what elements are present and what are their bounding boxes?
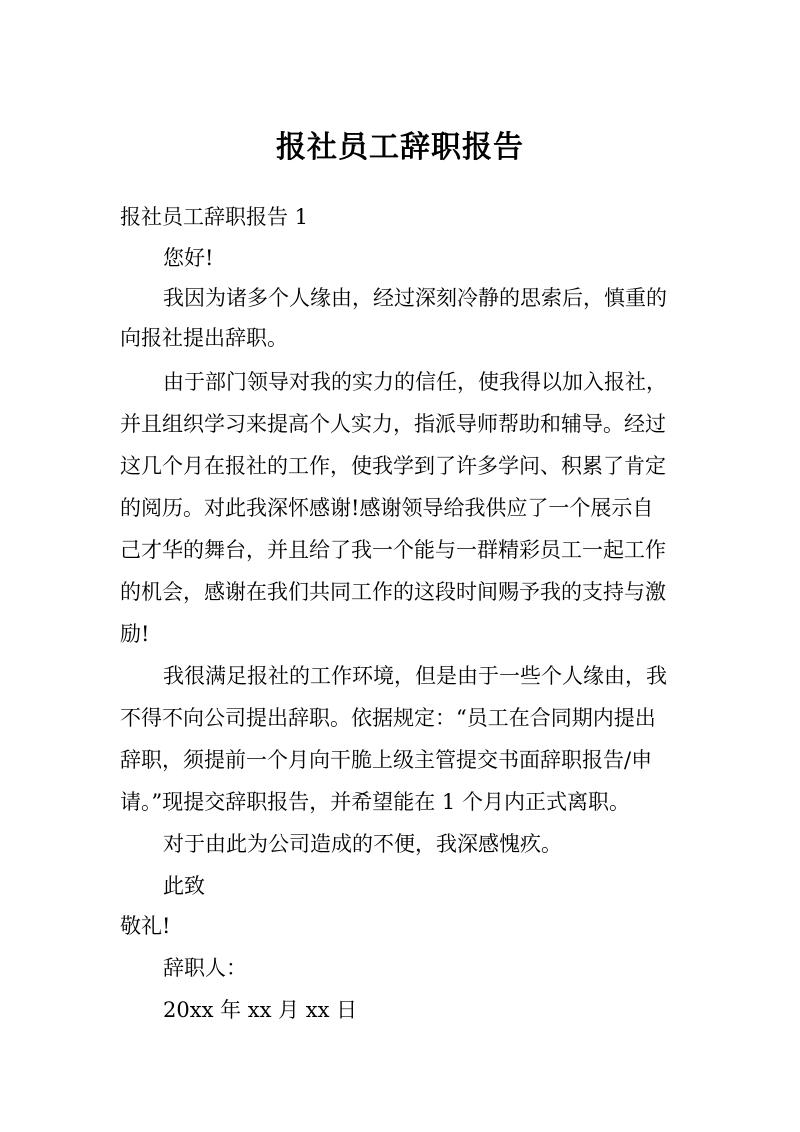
paragraph-line: 我很满足报社的工作环境，但是由于一些个人缘由，我: [163, 664, 667, 688]
paragraph-line: 对于由此为公司造成的不便，我深感愧疚。: [163, 832, 562, 856]
paragraph-line: 的机会，感谢在我们共同工作的这段时间赐予我的支持与激: [120, 580, 666, 604]
paragraph-line: 由于部门领导对我的实力的信任，使我得以加入报社，: [163, 370, 667, 394]
paragraph-line: 这几个月在报社的工作，使我学到了许多学问、积累了肯定: [120, 454, 666, 478]
paragraph-line: 向报社提出辞职。: [120, 326, 288, 350]
paragraph-line: 请。”现提交辞职报告，并希望能在 1 个月内正式离职。: [120, 790, 630, 814]
signature-label: 辞职人：: [163, 956, 247, 980]
closing-line-2: 敬礼!: [120, 914, 171, 938]
document-date: 20xx 年 xx 月 xx 日: [163, 998, 358, 1022]
greeting: 您好!: [163, 246, 214, 270]
paragraph-line: 辞职，须提前一个月向干脆上级主管提交书面辞职报告/申: [120, 748, 653, 772]
paragraph-line: 励!: [120, 622, 150, 646]
paragraph-line: 并且组织学习来提高个人实力，指派导师帮助和辅导。经过: [120, 412, 666, 436]
paragraph-line: 我因为诸多个人缘由，经过深刻冷静的思索后，慎重的: [163, 286, 667, 310]
paragraph-line: 己才华的舞台，并且给了我一个能与一群精彩员工一起工作: [120, 538, 666, 562]
paragraph-line: 不得不向公司提出辞职。依据规定：“员工在合同期内提出: [120, 706, 656, 730]
paragraph-line: 的阅历。对此我深怀感谢!感谢领导给我供应了一个展示自: [120, 496, 654, 520]
document-title: 报社员工辞职报告: [276, 130, 524, 165]
closing-line-1: 此致: [163, 874, 205, 898]
document-subtitle: 报社员工辞职报告 1: [120, 205, 309, 229]
